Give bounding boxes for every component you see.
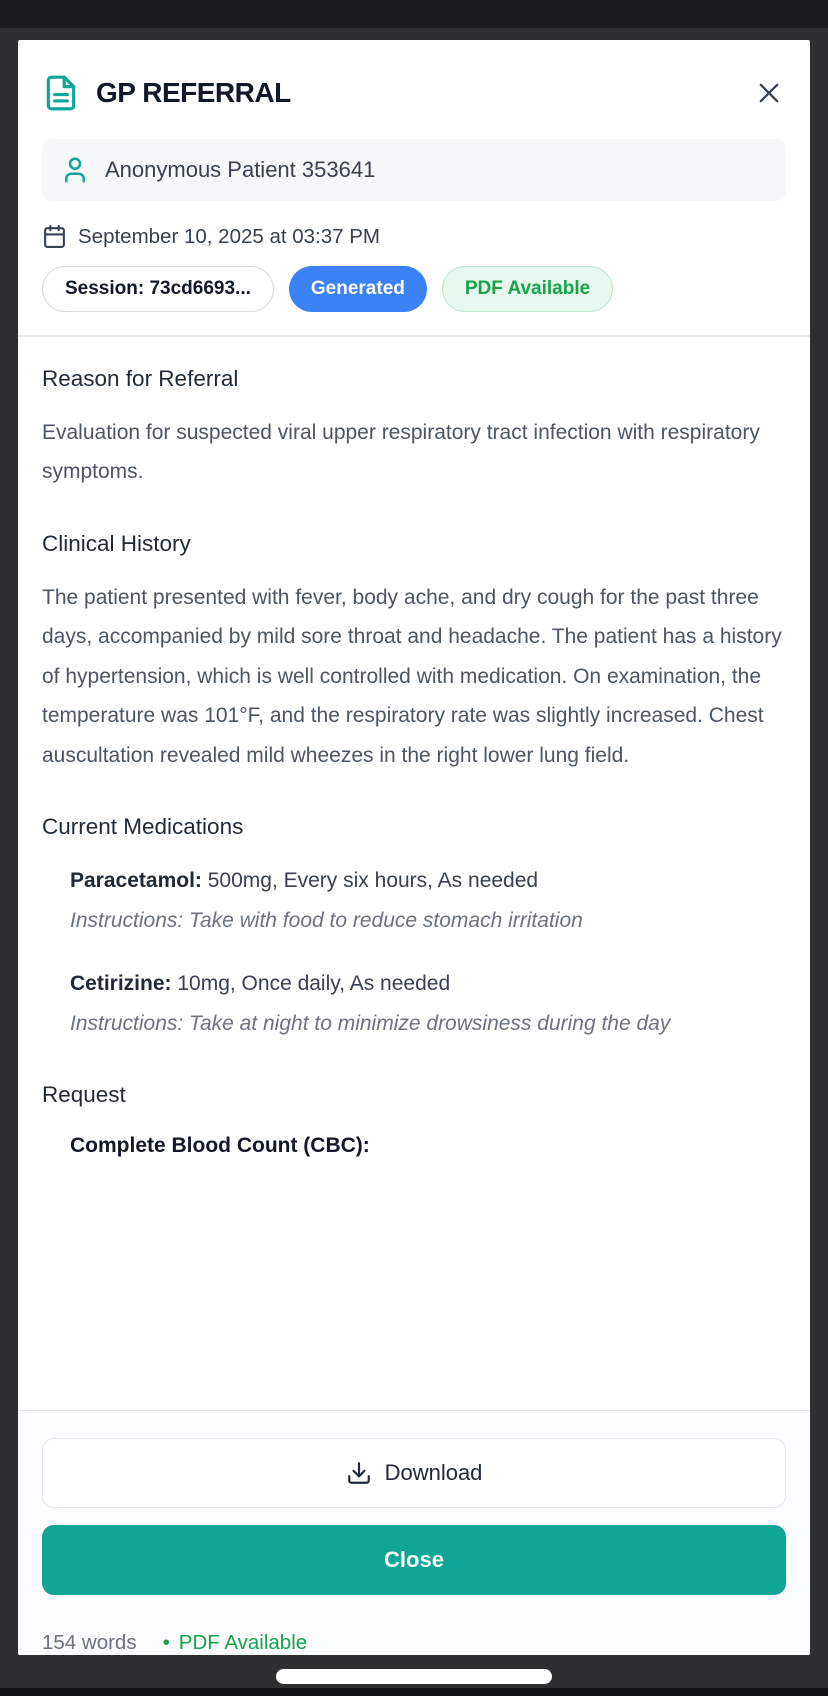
badges-row bbox=[42, 266, 786, 312]
screen-bottom-edge bbox=[0, 1688, 828, 1696]
pdf-available-badge: PDF Available bbox=[442, 266, 613, 312]
gp-referral-modal bbox=[18, 40, 810, 1655]
medication-line: Paracetamol: 500mg, Every six hours, As needed bbox=[70, 869, 539, 892]
medication-instructions: Instructions: Take at night to minimize drowsiness during the day bbox=[70, 1011, 671, 1035]
generated-date: September 10, 2025 at 03:37 PM bbox=[78, 224, 381, 248]
section-paragraph: The patient presented with fever, body ache, and dry cough for the past three days, accompanied by mild sore throat and headache. The patient has a history of hypertension, which is well controlled with medication. On examination, the temperature was 101°F, and the respiratory rate was slightly increased. Chest auscultation revealed mild wheezes in the right lower lung field. bbox=[42, 585, 782, 767]
date-row bbox=[42, 224, 786, 249]
medication-entry bbox=[70, 964, 786, 1043]
close-button[interactable]: Close bbox=[42, 1525, 786, 1595]
document-content[interactable] bbox=[18, 337, 810, 1411]
download-icon bbox=[346, 1460, 372, 1486]
person-icon bbox=[60, 155, 90, 185]
medication-name: Paracetamol: bbox=[70, 869, 202, 892]
modal-title: GP REFERRAL bbox=[96, 77, 291, 108]
section-heading: Request bbox=[42, 1082, 126, 1107]
section-heading: Clinical History bbox=[42, 530, 191, 556]
modal-footer bbox=[18, 1410, 810, 1655]
pdf-availability-note bbox=[163, 1631, 308, 1655]
patient-name: Anonymous Patient 353641 bbox=[105, 157, 376, 182]
file-text-icon bbox=[42, 74, 80, 112]
pdf-availability-label: PDF Available bbox=[178, 1631, 308, 1654]
document-meta bbox=[42, 1631, 786, 1655]
section-heading: Current Medications bbox=[42, 814, 244, 839]
medication-instructions: Instructions: Take with food to reduce stomach irritation bbox=[70, 908, 583, 932]
home-indicator[interactable] bbox=[276, 1669, 552, 1684]
bullet-separator: • bbox=[162, 1631, 170, 1654]
section-paragraph: Evaluation for suspected viral upper respiratory tract infection with respiratory symptoms. bbox=[42, 420, 760, 483]
close-icon[interactable] bbox=[752, 76, 786, 110]
status-bar bbox=[0, 0, 828, 28]
status-badge: Generated bbox=[289, 266, 427, 312]
download-button[interactable] bbox=[42, 1438, 786, 1508]
modal-header bbox=[18, 40, 810, 112]
patient-info-card bbox=[42, 139, 786, 201]
word-count: 154 words bbox=[42, 1631, 137, 1654]
medication-name: Cetirizine: bbox=[70, 972, 172, 995]
download-label: Download bbox=[384, 1460, 483, 1485]
request-item: Complete Blood Count (CBC): bbox=[70, 1134, 370, 1157]
section-heading: Reason for Referral bbox=[42, 365, 239, 391]
session-badge: Session: 73cd6693... bbox=[42, 266, 274, 312]
calendar-icon bbox=[42, 224, 67, 249]
medication-line: Cetirizine: 10mg, Once daily, As needed bbox=[70, 972, 451, 995]
medication-entry bbox=[70, 861, 786, 940]
